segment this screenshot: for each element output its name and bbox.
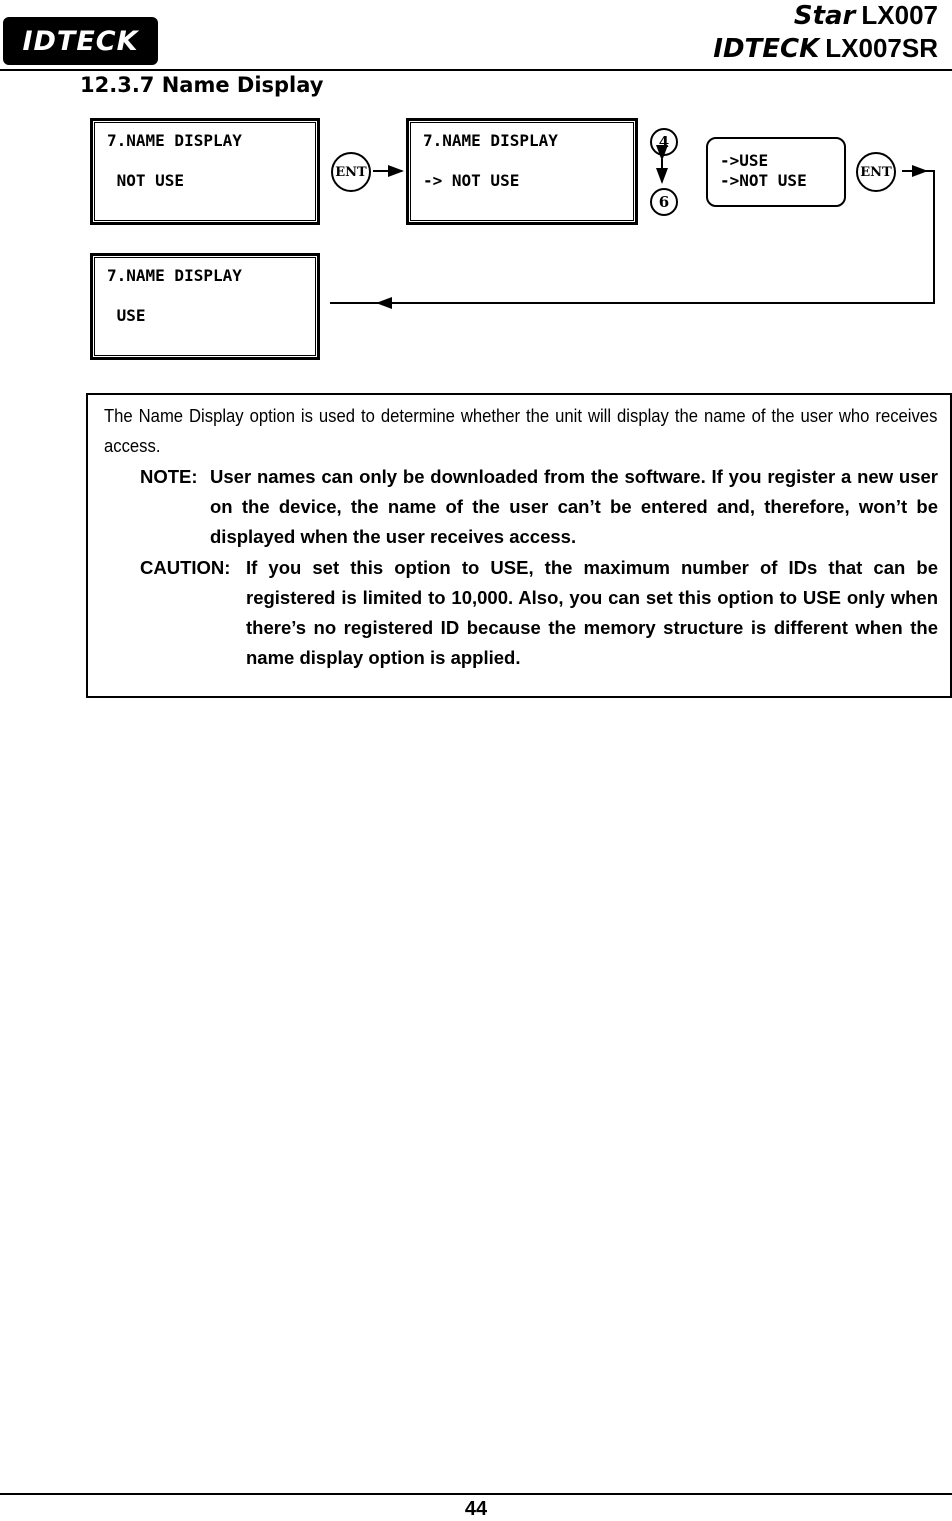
caution-text: If you set this option to USE, the maximum number of IDs that can be registered is limited to 10,000. Also, you can set this option to USE only when there’s no registered ID because the memory structure is different when the name display option is applied. <box>246 557 938 668</box>
lcd-line-2: NOT USE <box>107 171 185 190</box>
lcd-line-2: -> NOT USE <box>423 171 520 190</box>
arrow-return-line <box>330 171 934 303</box>
caution-paragraph <box>140 553 938 673</box>
lcd-line-1: 7.NAME DISPLAY <box>107 266 242 285</box>
option-not-use: ->NOT USE <box>720 171 807 190</box>
model-lx007: LX007 <box>861 0 938 30</box>
lcd-line-2: USE <box>107 306 146 325</box>
key-6-label: 6 <box>658 193 670 211</box>
lcd-line-1: 7.NAME DISPLAY <box>107 131 242 150</box>
note-paragraph <box>140 462 938 552</box>
key-4-label: 4 <box>658 133 670 151</box>
logo-text: IDTECK <box>22 25 139 57</box>
ent-key-label: ENT <box>335 164 367 180</box>
ent-key-label: ENT <box>860 164 892 180</box>
page-number: 44 <box>464 1498 488 1520</box>
note-text: User names can only be downloaded from the software. If you register a new user on the device, the name of the user can’t be entered and, therefore, won’t be displayed when the user receives access. <box>210 466 938 547</box>
intro-text: The Name Display option is used to determine whether the unit will display the name of the user who receives access. <box>104 405 938 456</box>
idteck-brand: IDTECK <box>713 34 820 64</box>
note-label: NOTE: <box>140 466 198 487</box>
flow-arrows <box>0 0 952 400</box>
note-box <box>86 393 952 698</box>
lcd-line-1: 7.NAME DISPLAY <box>423 131 558 150</box>
model-lx007sr: LX007SR <box>825 33 938 63</box>
option-use: ->USE <box>720 151 769 170</box>
star-brand: Star <box>793 1 856 31</box>
footer-rule <box>0 1493 952 1495</box>
section-title: 12.3.7 Name Display <box>80 73 324 97</box>
caution-label: CAUTION: <box>140 557 231 578</box>
